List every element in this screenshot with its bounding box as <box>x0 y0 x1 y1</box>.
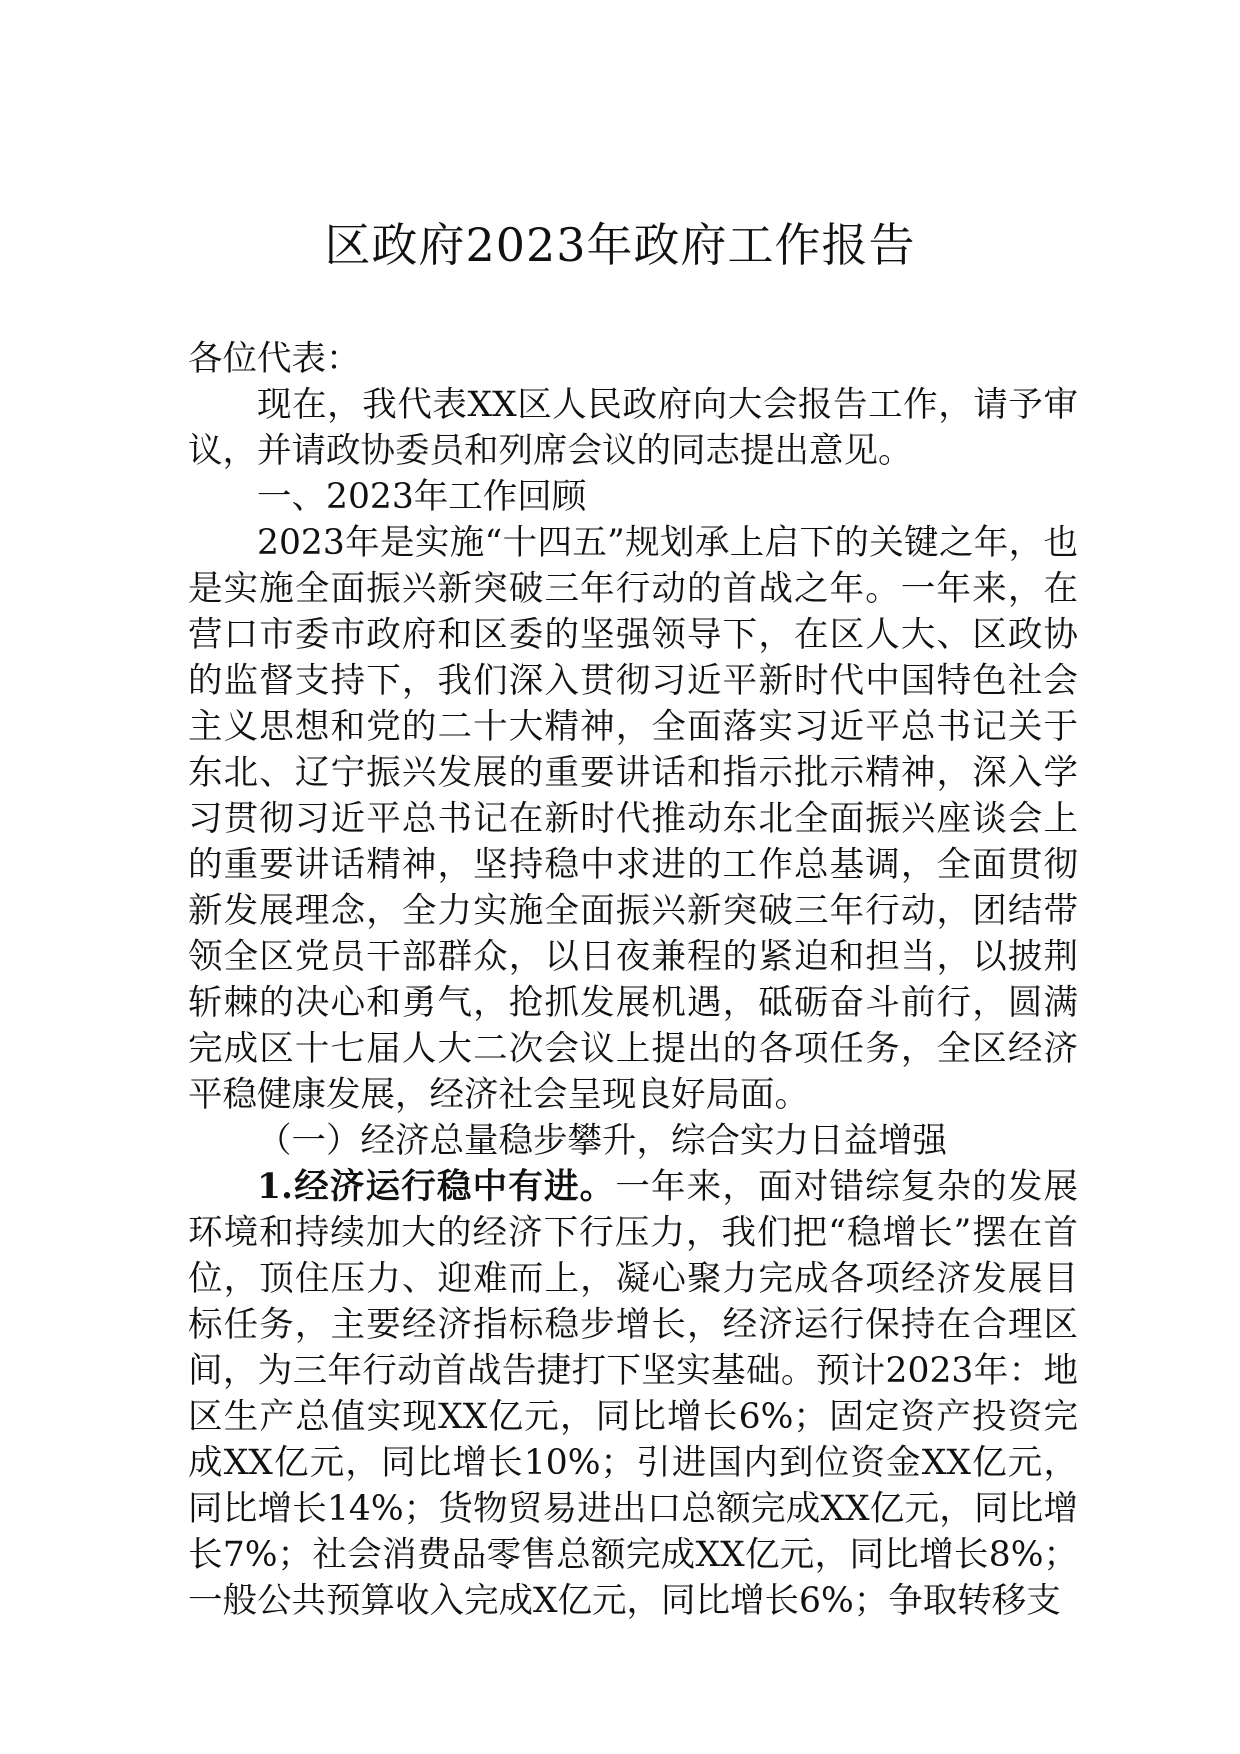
section-heading: 一、2023年工作回顾 <box>257 477 587 517</box>
document-body <box>188 336 1078 1624</box>
salutation: 各位代表： <box>188 339 361 379</box>
item-paragraph <box>188 1164 1078 1624</box>
section-paragraph: 2023年是实施“十四五”规划承上启下的关键之年，也是实施全面振兴新突破三年行动的首战之年。一年来，在营口市委市政府和区委的坚强领导下，在区人大、区政协的监督支持下，我们深入贯彻习近平新时代中国特色社会主义思想和党的二十大精神，全面落实习近平总书记关于东北、辽宁振兴发展的重要讲话和指示批示精神，深入学习贯彻习近平总书记在新时代推动东北全面振兴座谈会上的重要讲话精神，坚持稳中求进的工作总基调，全面贯彻新发展理念，全力实施全面振兴新突破三年行动，团结带领全区党员干部群众，以日夜兼程的紧迫和担当，以披荆斩棘的决心和勇气，抢抓发展机遇，砥砺奋斗前行，圆满完成区十七届人大二次会议上提出的各项任务，全区经济平稳健康发展，经济社会呈现良好局面。 <box>188 523 1078 1115</box>
subsection-heading: （一）经济总量稳步攀升，综合实力日益增强 <box>257 1121 947 1161</box>
intro-paragraph: 现在，我代表XX区人民政府向大会报告工作，请予审议，并请政协委员和列席会议的同志提出意见。 <box>188 385 1078 471</box>
document-title: 区政府2023年政府工作报告 <box>324 218 916 272</box>
item-body: 一年来，面对错综复杂的发展环境和持续加大的经济下行压力，我们把“稳增长”摆在首位，顶住压力、迎难而上，凝心聚力完成各项经济发展目标任务，主要经济指标稳步增长，经济运行保持在合理区间，为三年行动首战告捷打下坚实基础。预计2023年：地区生产总值实现XX亿元，同比增长6%；固定资产投资完成XX亿元，同比增长10%；引进国内到位资金XX亿元，同比增长14%；货物贸易进出口总额完成XX亿元，同比增长7%；社会消费品零售总额完成XX亿元，同比增长8%；一般公共预算收入完成X亿元，同比增长6%；争取转移支 <box>188 1167 1078 1621</box>
item-lead: 1.经济运行稳中有进。 <box>257 1167 616 1207</box>
